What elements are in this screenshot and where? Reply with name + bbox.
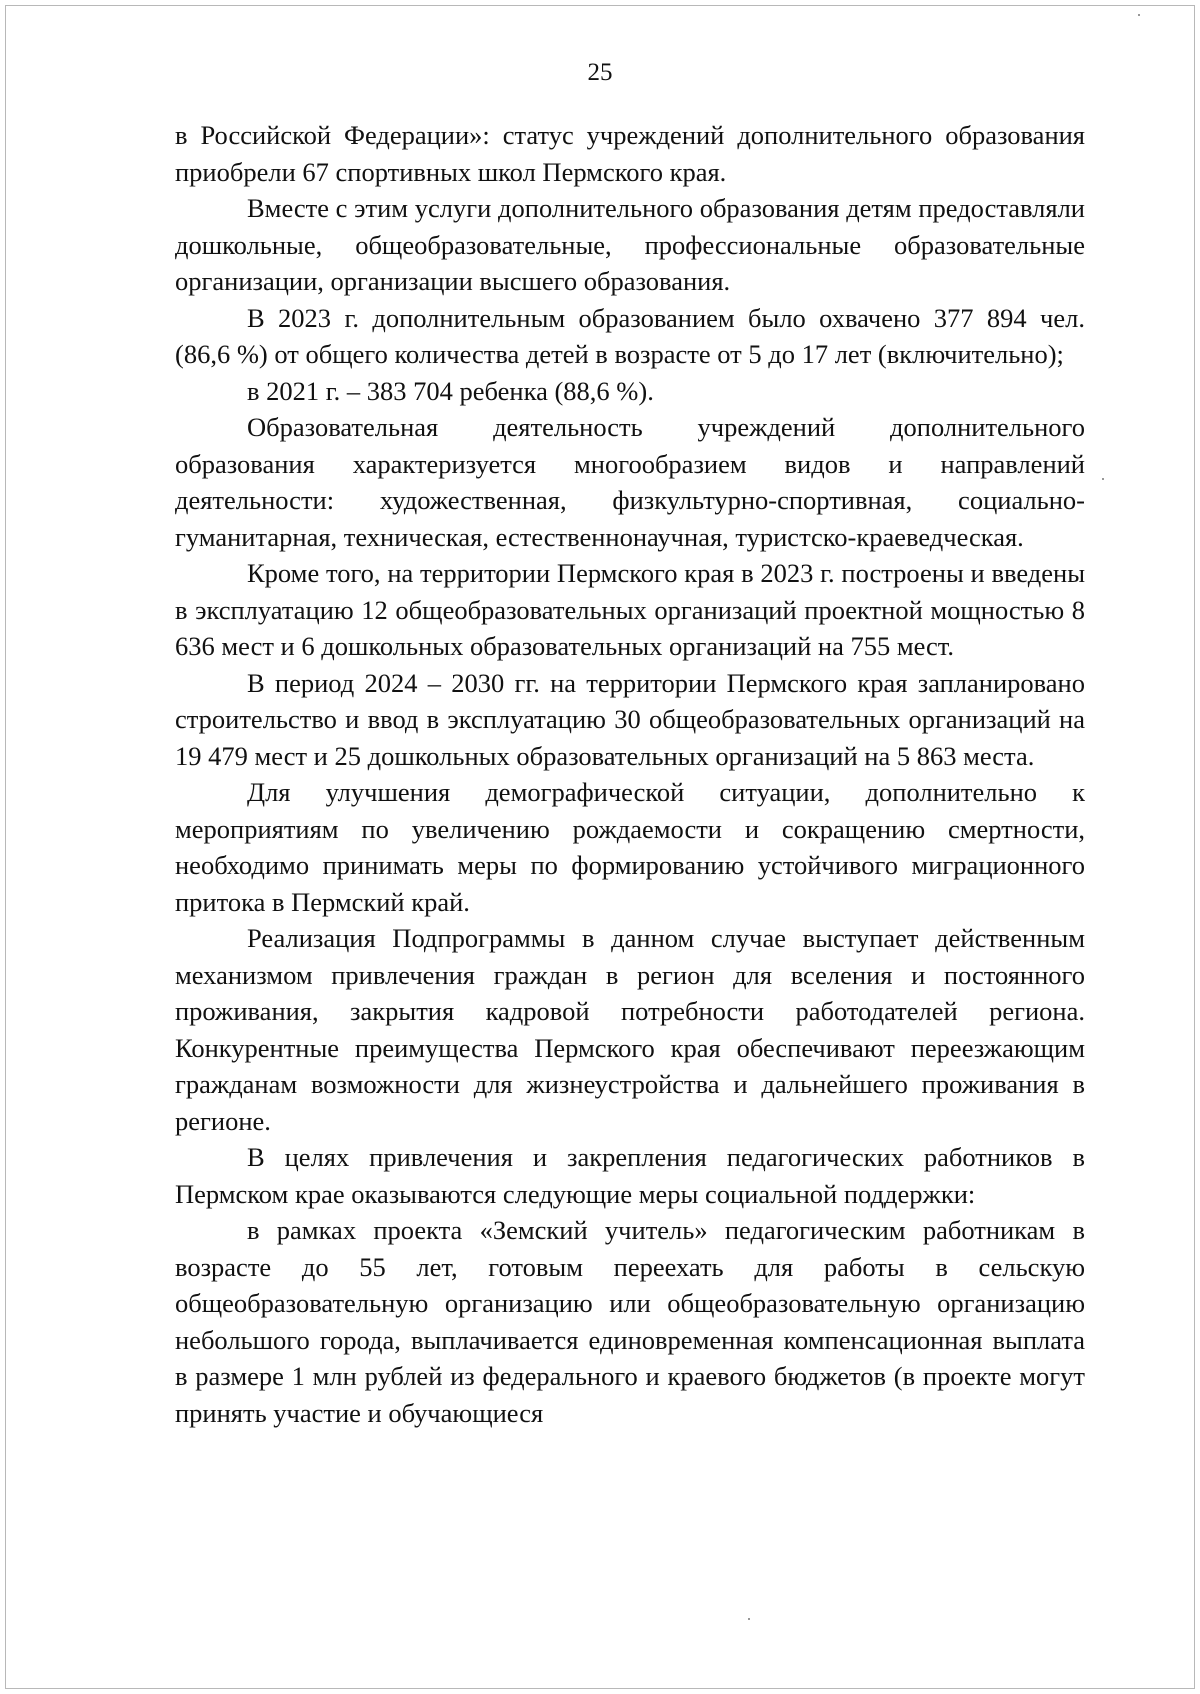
paragraph: В период 2024 – 2030 гг. на территории Пермского края запланировано строительство и ввод в эксплуатацию 30 общеобразовательных организаций на 19 479 мест и 25 дошкольных образовательных организаций на 5 863 места. bbox=[175, 667, 1085, 771]
paragraph: Вместе с этим услуги дополнительного образования детям предоставляли дошкольные, общеобразовательные, профессиональные образовательные организации, организации высшего образования. bbox=[175, 193, 1085, 296]
scan-speck bbox=[748, 1618, 750, 1620]
paragraph: В 2023 г. дополнительным образованием было охвачено 377 894 чел. (86,6 %) от общего количества детей в возрасте от 5 до 17 лет (включительно); bbox=[175, 302, 1085, 369]
paragraph: в Российской Федерации»: статус учреждений дополнительного образования приобрели 67 спортивных школ Пермского края. bbox=[175, 120, 1085, 187]
paragraph: Кроме того, на территории Пермского края в 2023 г. построены и введены в эксплуатацию 12 общеобразовательных организаций проектной мощностью 8 636 мест и 6 дошкольных образовательных организаций на 755 мест. bbox=[175, 558, 1085, 661]
paragraph: Образовательная деятельность учреждений дополнительного образования характеризуется многообразием видов и направлений деятельности: художественная, физкультурно-спортивная, социально-гуманитарная, техническая, естественнонаучная, туристско-краеведческая. bbox=[175, 412, 1085, 552]
scan-speck bbox=[1138, 14, 1140, 16]
paragraph: Для улучшения демографической ситуации, дополнительно к мероприятиям по увеличению рождаемости и сокращению смертности, необходимо принимать меры по формированию устойчивого миграционного притока в Пермский край. bbox=[175, 777, 1085, 917]
paragraph: Реализация Подпрограммы в данном случае выступает действенным механизмом привлечения граждан в регион для вселения и постоянного проживания, закрытия кадровой потребности работодателей региона. Конкурентные преимущества Пермского края обеспечивают переезжающим гражданам возможности для жизнеустройства и дальнейшего проживания в регионе. bbox=[175, 923, 1085, 1136]
scan-speck bbox=[1102, 478, 1104, 480]
page-number: 25 bbox=[587, 59, 613, 86]
paragraph: в рамках проекта «Земский учитель» педагогическим работникам в возрасте до 55 лет, готовым переехать для работы в сельскую общеобразовательную организацию или общеобразовательную организацию небольшого города, выплачивается единовременная компенсационная выплата в размере 1 млн рублей из федерального и краевого бюджетов (в проекте могут принять участие и обучающиеся bbox=[175, 1215, 1085, 1428]
paragraph: В целях привлечения и закрепления педагогических работников в Пермском крае оказываются следующие меры социальной поддержки: bbox=[175, 1142, 1085, 1209]
document-body bbox=[175, 117, 1085, 1431]
paragraph: в 2021 г. – 383 704 ребенка (88,6 %). bbox=[247, 375, 654, 406]
